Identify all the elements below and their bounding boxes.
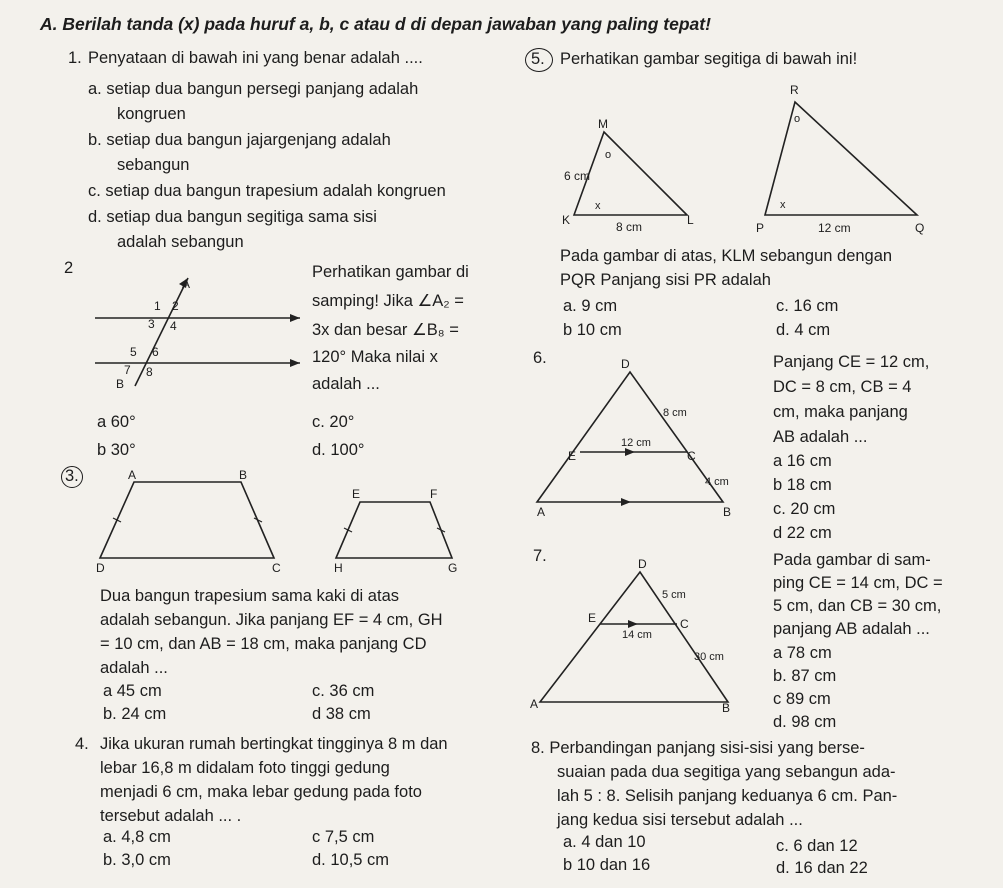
option-d: d. 4 cm [776, 321, 831, 339]
option-b: b 10 dan 16 [563, 856, 651, 874]
arrow-icon [290, 359, 300, 367]
option-c: c. 6 dan 12 [776, 837, 858, 855]
question-line: Panjang CE = 12 cm, [773, 353, 930, 371]
angle-label: 7 [124, 363, 131, 377]
option-a: a 78 cm [773, 644, 832, 662]
question-number: 7. [533, 547, 547, 565]
option-b: b. 24 cm [103, 705, 167, 723]
option-d: d. 100° [312, 441, 365, 459]
question-line: 8. Perbandingan panjang sisi-sisi yang berse- [531, 739, 865, 757]
vertex-label: P [756, 221, 765, 235]
angle-mark: o [605, 149, 612, 161]
question-line: menjadi 6 cm, maka lebar gedung pada foto [100, 783, 422, 801]
angle-mark: x [595, 200, 601, 212]
option-d-cont: adalah sebangun [117, 233, 244, 251]
question-line: = 10 cm, dan AB = 18 cm, maka panjang CD [100, 635, 427, 653]
option-c: c. 20° [312, 413, 355, 431]
vertex-label: E [588, 611, 597, 625]
option-a: a. 4,8 cm [103, 828, 171, 846]
option-d: d. setiap dua bangun segitiga sama sisi [88, 208, 377, 226]
question-number: 4. [75, 735, 89, 753]
angle-label: 3 [148, 317, 155, 331]
triangle-pqr [765, 102, 917, 215]
arrow-icon [625, 448, 635, 456]
side-length-label: 12 cm [818, 221, 851, 235]
vertex-label: A [530, 697, 539, 711]
question-line: AB adalah ... [773, 428, 868, 446]
question-line: Jika ukuran rumah bertingkat tingginya 8 m dan [100, 735, 448, 753]
vertex-label: E [352, 487, 361, 501]
question-line: adalah ... [100, 659, 168, 677]
question-line: tersebut adalah ... . [100, 807, 242, 825]
question-line: adalah sebangun. Jika panjang EF = 4 cm, GH [100, 611, 443, 629]
option-a-cont: kongruen [117, 105, 186, 123]
question-stem: Penyataan di bawah ini yang benar adalah .... [88, 49, 423, 67]
option-b: b. setiap dua bangun jajargenjang adalah [88, 131, 391, 149]
vertex-label: G [448, 561, 458, 575]
vertex-label: L [687, 213, 694, 227]
trapezoid-efgh [336, 502, 452, 558]
vertex-label: Q [915, 221, 925, 235]
option-b: b. 87 cm [773, 667, 837, 685]
trapezoid-abcd [100, 482, 274, 558]
option-b-cont: sebangun [117, 156, 190, 174]
triangle-abd-figure-7 [530, 557, 770, 720]
option-c: c. 20 cm [773, 500, 836, 518]
question-line: jang kedua sisi tersebut adalah ... [557, 811, 803, 829]
question-line: adalah ... [312, 375, 380, 393]
transversal-line [135, 277, 191, 386]
side-length-label: 4 cm [705, 476, 729, 488]
angle-mark: x [780, 199, 786, 211]
question-line: lah 5 : 8. Selisih panjang keduanya 6 cm. Pan- [557, 787, 898, 805]
option-d: d. 10,5 cm [312, 851, 390, 869]
question-number: 5. [531, 50, 545, 68]
vertex-label: K [562, 213, 571, 227]
option-c: c. 36 cm [312, 682, 375, 700]
side-length-label: 8 cm [663, 407, 687, 419]
angle-label: 8 [146, 365, 153, 379]
arrow-icon [621, 498, 631, 506]
vertex-label: M [598, 117, 608, 131]
question-line: 120° Maka nilai x [312, 348, 438, 366]
option-b: b 30° [97, 441, 136, 459]
question-line: Pada gambar di sam- [773, 551, 931, 569]
option-c: c 89 cm [773, 690, 831, 708]
option-b: b 18 cm [773, 476, 832, 494]
vertex-label: D [621, 357, 630, 371]
vertex-label: C [680, 617, 689, 631]
vertex-label: R [790, 83, 799, 97]
question-stem: Perhatikan gambar segitiga di bawah ini! [560, 50, 858, 68]
option-b: b. 3,0 cm [103, 851, 171, 869]
section-header: A. Berilah tanda (x) pada huruf a, b, c atau d di depan jawaban yang paling tepat! [40, 14, 711, 34]
option-d: d 22 cm [773, 524, 832, 542]
side-length-label: 8 cm [616, 220, 643, 234]
option-a: a. setiap dua bangun persegi panjang adalah [88, 80, 419, 98]
vertex-label: H [334, 561, 343, 575]
side-length-label: 30 cm [694, 651, 724, 663]
option-c: c. 16 cm [776, 297, 839, 315]
question-number: 1. [68, 49, 82, 67]
option-a: a. 9 cm [563, 297, 618, 315]
option-d: d 38 cm [312, 705, 371, 723]
trapezoid-figures [96, 470, 496, 575]
side-length-label: 6 cm [564, 169, 591, 183]
question-line: Perhatikan gambar di [312, 263, 469, 281]
vertex-label: D [638, 557, 647, 571]
angle-label: 1 [154, 299, 161, 313]
question-line: DC = 8 cm, CB = 4 [773, 378, 912, 396]
vertex-label: B [722, 701, 731, 715]
option-d: d. 16 dan 22 [776, 859, 868, 877]
question-line: suaian pada dua segitiga yang sebangun ada- [557, 763, 896, 781]
option-b: b 10 cm [563, 321, 622, 339]
question-line: 3x dan besar ∠B₈ = [312, 321, 459, 339]
question-line: Dua bangun trapesium sama kaki di atas [100, 587, 399, 605]
triangle-abd-figure [535, 357, 775, 520]
vertex-label: C [687, 449, 696, 463]
question-line: Pada gambar di atas, KLM sebangun dengan [560, 247, 893, 265]
question-number: 6. [533, 349, 547, 367]
side-length-label: 14 cm [622, 629, 652, 641]
vertex-label: B [723, 505, 732, 519]
vertex-label: A [537, 505, 546, 519]
parallel-lines-figure [90, 268, 300, 398]
question-line: samping! Jika ∠A₂ = [312, 292, 464, 310]
vertex-label: E [568, 449, 577, 463]
option-c: c. setiap dua bangun trapesium adalah kongruen [88, 182, 446, 200]
angle-mark: o [794, 113, 801, 125]
question-line: panjang AB adalah ... [773, 620, 930, 638]
side-length-label: 12 cm [621, 437, 651, 449]
arrow-icon [628, 620, 638, 628]
question-line: PQR Panjang sisi PR adalah [560, 271, 771, 289]
option-c: c 7,5 cm [312, 828, 375, 846]
option-d: d. 98 cm [773, 713, 837, 731]
vertex-label: D [96, 561, 105, 575]
vertex-label: F [430, 487, 438, 501]
option-a: a. 4 dan 10 [563, 833, 646, 851]
point-label-b: B [116, 377, 125, 391]
question-line: cm, maka panjang [773, 403, 908, 421]
question-number: 3. [65, 467, 79, 485]
vertex-label: C [272, 561, 281, 575]
angle-label: 6 [152, 345, 159, 359]
similar-triangles-figure [560, 82, 960, 240]
angle-label: 2 [172, 299, 179, 313]
angle-label: 5 [130, 345, 137, 359]
question-number: 2 [64, 259, 74, 277]
option-a: a 60° [97, 413, 136, 431]
vertex-label: B [239, 468, 248, 482]
option-a: a 16 cm [773, 452, 832, 470]
question-line: 5 cm, dan CB = 30 cm, [773, 597, 942, 615]
option-a: a 45 cm [103, 682, 162, 700]
question-line: ping CE = 14 cm, DC = [773, 574, 943, 592]
question-line: lebar 16,8 m didalam foto tinggi gedung [100, 759, 390, 777]
arrow-icon [290, 314, 300, 322]
vertex-label: A [128, 468, 137, 482]
point-label-a: A [182, 277, 191, 291]
side-length-label: 5 cm [662, 589, 686, 601]
triangle-klm [574, 132, 687, 215]
angle-label: 4 [170, 319, 177, 333]
